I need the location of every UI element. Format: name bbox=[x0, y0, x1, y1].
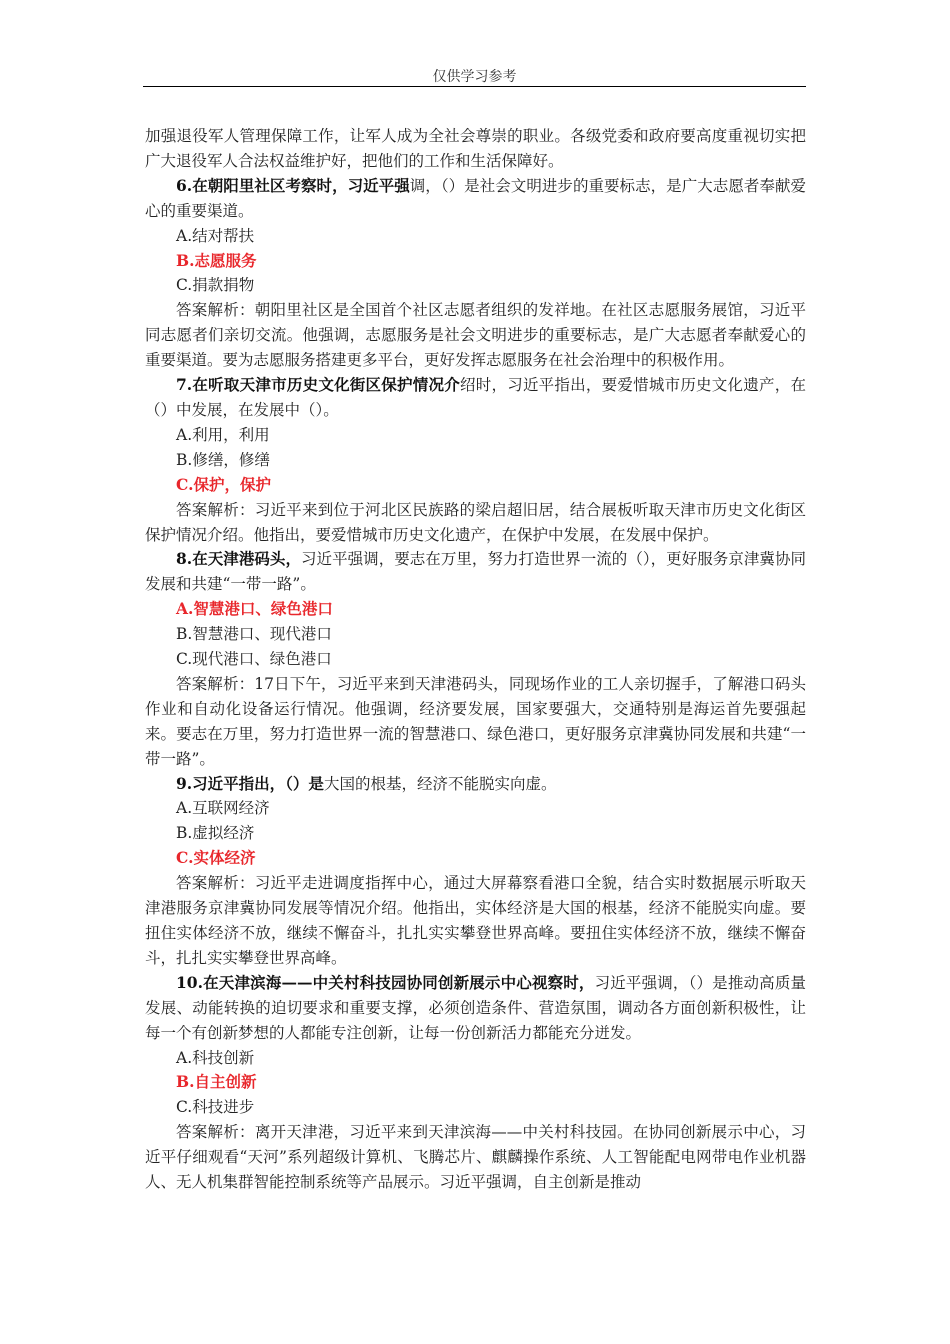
question-6-option-c: C.捐款捐物 bbox=[176, 276, 255, 295]
question-10-stem-bold: 10.在天津滨海——中关村科技园协同创新展示中心视察时， bbox=[176, 972, 595, 992]
question-6-stem bbox=[145, 174, 806, 224]
question-10-stem bbox=[145, 971, 806, 1046]
question-10-option-a: A.科技创新 bbox=[176, 1048, 255, 1067]
question-7-stem bbox=[145, 373, 806, 423]
question-7-stem-bold: 7.在听取天津市历史文化街区保护情况介 bbox=[176, 375, 460, 395]
question-7-option-b: B.修缮，修缮 bbox=[176, 450, 270, 469]
question-10-option-c: C.科技进步 bbox=[176, 1098, 255, 1117]
question-9-stem-bold: 9.习近平指出，（）是 bbox=[176, 773, 324, 793]
question-10-stem-rest: 习近平强调，（）是推动高质量发展、动能转换的迫切要求和重要支撑，必须创造条件、营造氛围，调动各方面创新积极性，让每一个有创新梦想的人都能专注创新，让每一份创新活力都能充分迸发。 bbox=[145, 973, 806, 1042]
question-7-option-a: A.利用，利用 bbox=[176, 425, 270, 444]
question-9-option-a: A.互联网经济 bbox=[176, 799, 270, 818]
question-9-option-c-correct: C.实体经济 bbox=[176, 848, 256, 868]
header-divider bbox=[143, 86, 806, 87]
intro-paragraph: 加强退役军人管理保障工作，让军人成为全社会尊崇的职业。各级党委和政府要高度重视切实把广大退役军人合法权益维护好，把他们的工作和生活保障好。 bbox=[145, 127, 806, 170]
question-8-option-c: C.现代港口、绿色港口 bbox=[176, 650, 332, 669]
question-8-stem-rest: 习近平强调，要志在万里，努力打造世界一流的（），更好服务京津冀协同发展和共建“一带一路”。 bbox=[145, 550, 806, 594]
question-8-answer: 答案解析：17日下午，习近平来到天津港码头，同现场作业的工人亲切握手，了解港口码头作业和自动化设备运行情况。他强调，经济要发展，国家要强大，交通特别是海运首先要强起来。要志在万里，努力打造世界一流的智慧港口、绿色港口，更好服务京津冀协同发展和共建“一带一路”。 bbox=[145, 674, 806, 768]
question-6-stem-rest: 调，（）是社会文明进步的重要标志，是广大志愿者奉献爱心的重要渠道。 bbox=[145, 176, 806, 220]
question-9-stem bbox=[145, 772, 806, 797]
question-8-stem-bold: 8.在天津港码头， bbox=[176, 549, 301, 569]
question-10-option-b-correct: B.自主创新 bbox=[176, 1072, 257, 1092]
question-6-option-a: A.结对帮扶 bbox=[176, 226, 255, 245]
question-7-option-c-correct: C.保护，保护 bbox=[176, 474, 271, 494]
question-8-stem bbox=[145, 547, 806, 597]
question-8-option-b: B.智慧港口、现代港口 bbox=[176, 625, 332, 644]
question-7-stem-rest: 绍时，习近平指出，要爱惜城市历史文化遗产，在（）中发展，在发展中（）。 bbox=[145, 376, 806, 419]
question-6-option-b-correct: B.志愿服务 bbox=[176, 250, 257, 270]
page-header: 仅供学习参考 bbox=[432, 69, 517, 85]
question-6-answer: 答案解析：朝阳里社区是全国首个社区志愿者组织的发祥地。在社区志愿服务展馆，习近平同志愿者们亲切交流。他强调，志愿服务是社会文明进步的重要标志，是广大志愿者奉献爱心的重要渠道。要为志愿服务搭建更多平台，更好发挥志愿服务在社会治理中的积极作用。 bbox=[145, 301, 806, 370]
question-10-answer: 答案解析：离开天津港，习近平来到天津滨海——中关村科技园。在协同创新展示中心，习近平仔细观看“天河”系列超级计算机、飞腾芯片、麒麟操作系统、人工智能配电网带电作业机器人、无人机集群智能控制系统等产品展示。习近平强调，自主创新是推动 bbox=[145, 1123, 806, 1192]
question-9-stem-rest: 大国的根基，经济不能脱实向虚。 bbox=[323, 774, 557, 793]
question-7-answer: 答案解析：习近平来到位于河北区民族路的梁启超旧居，结合展板听取天津市历史文化街区保护情况介绍。他指出，要爱惜城市历史文化遗产，在保护中发展，在发展中保护。 bbox=[145, 500, 806, 544]
question-8-option-a-correct: A.智慧港口、绿色港口 bbox=[176, 599, 333, 619]
question-6-stem-bold: 6.在朝阳里社区考察时，习近平强 bbox=[176, 175, 410, 195]
document-body bbox=[145, 124, 806, 1195]
question-9-option-b: B.虚拟经济 bbox=[176, 824, 255, 843]
question-9-answer: 答案解析：习近平走进调度指挥中心，通过大屏幕察看港口全貌，结合实时数据展示听取天津港服务京津冀协同发展等情况介绍。他指出，实体经济是大国的根基，经济不能脱实向虚。要扭住实体经济不放，继续不懈奋斗，扎扎实实攀登世界高峰。要扭住实体经济不放，继续不懈奋斗，扎扎实实攀登世界高峰。 bbox=[145, 874, 806, 967]
